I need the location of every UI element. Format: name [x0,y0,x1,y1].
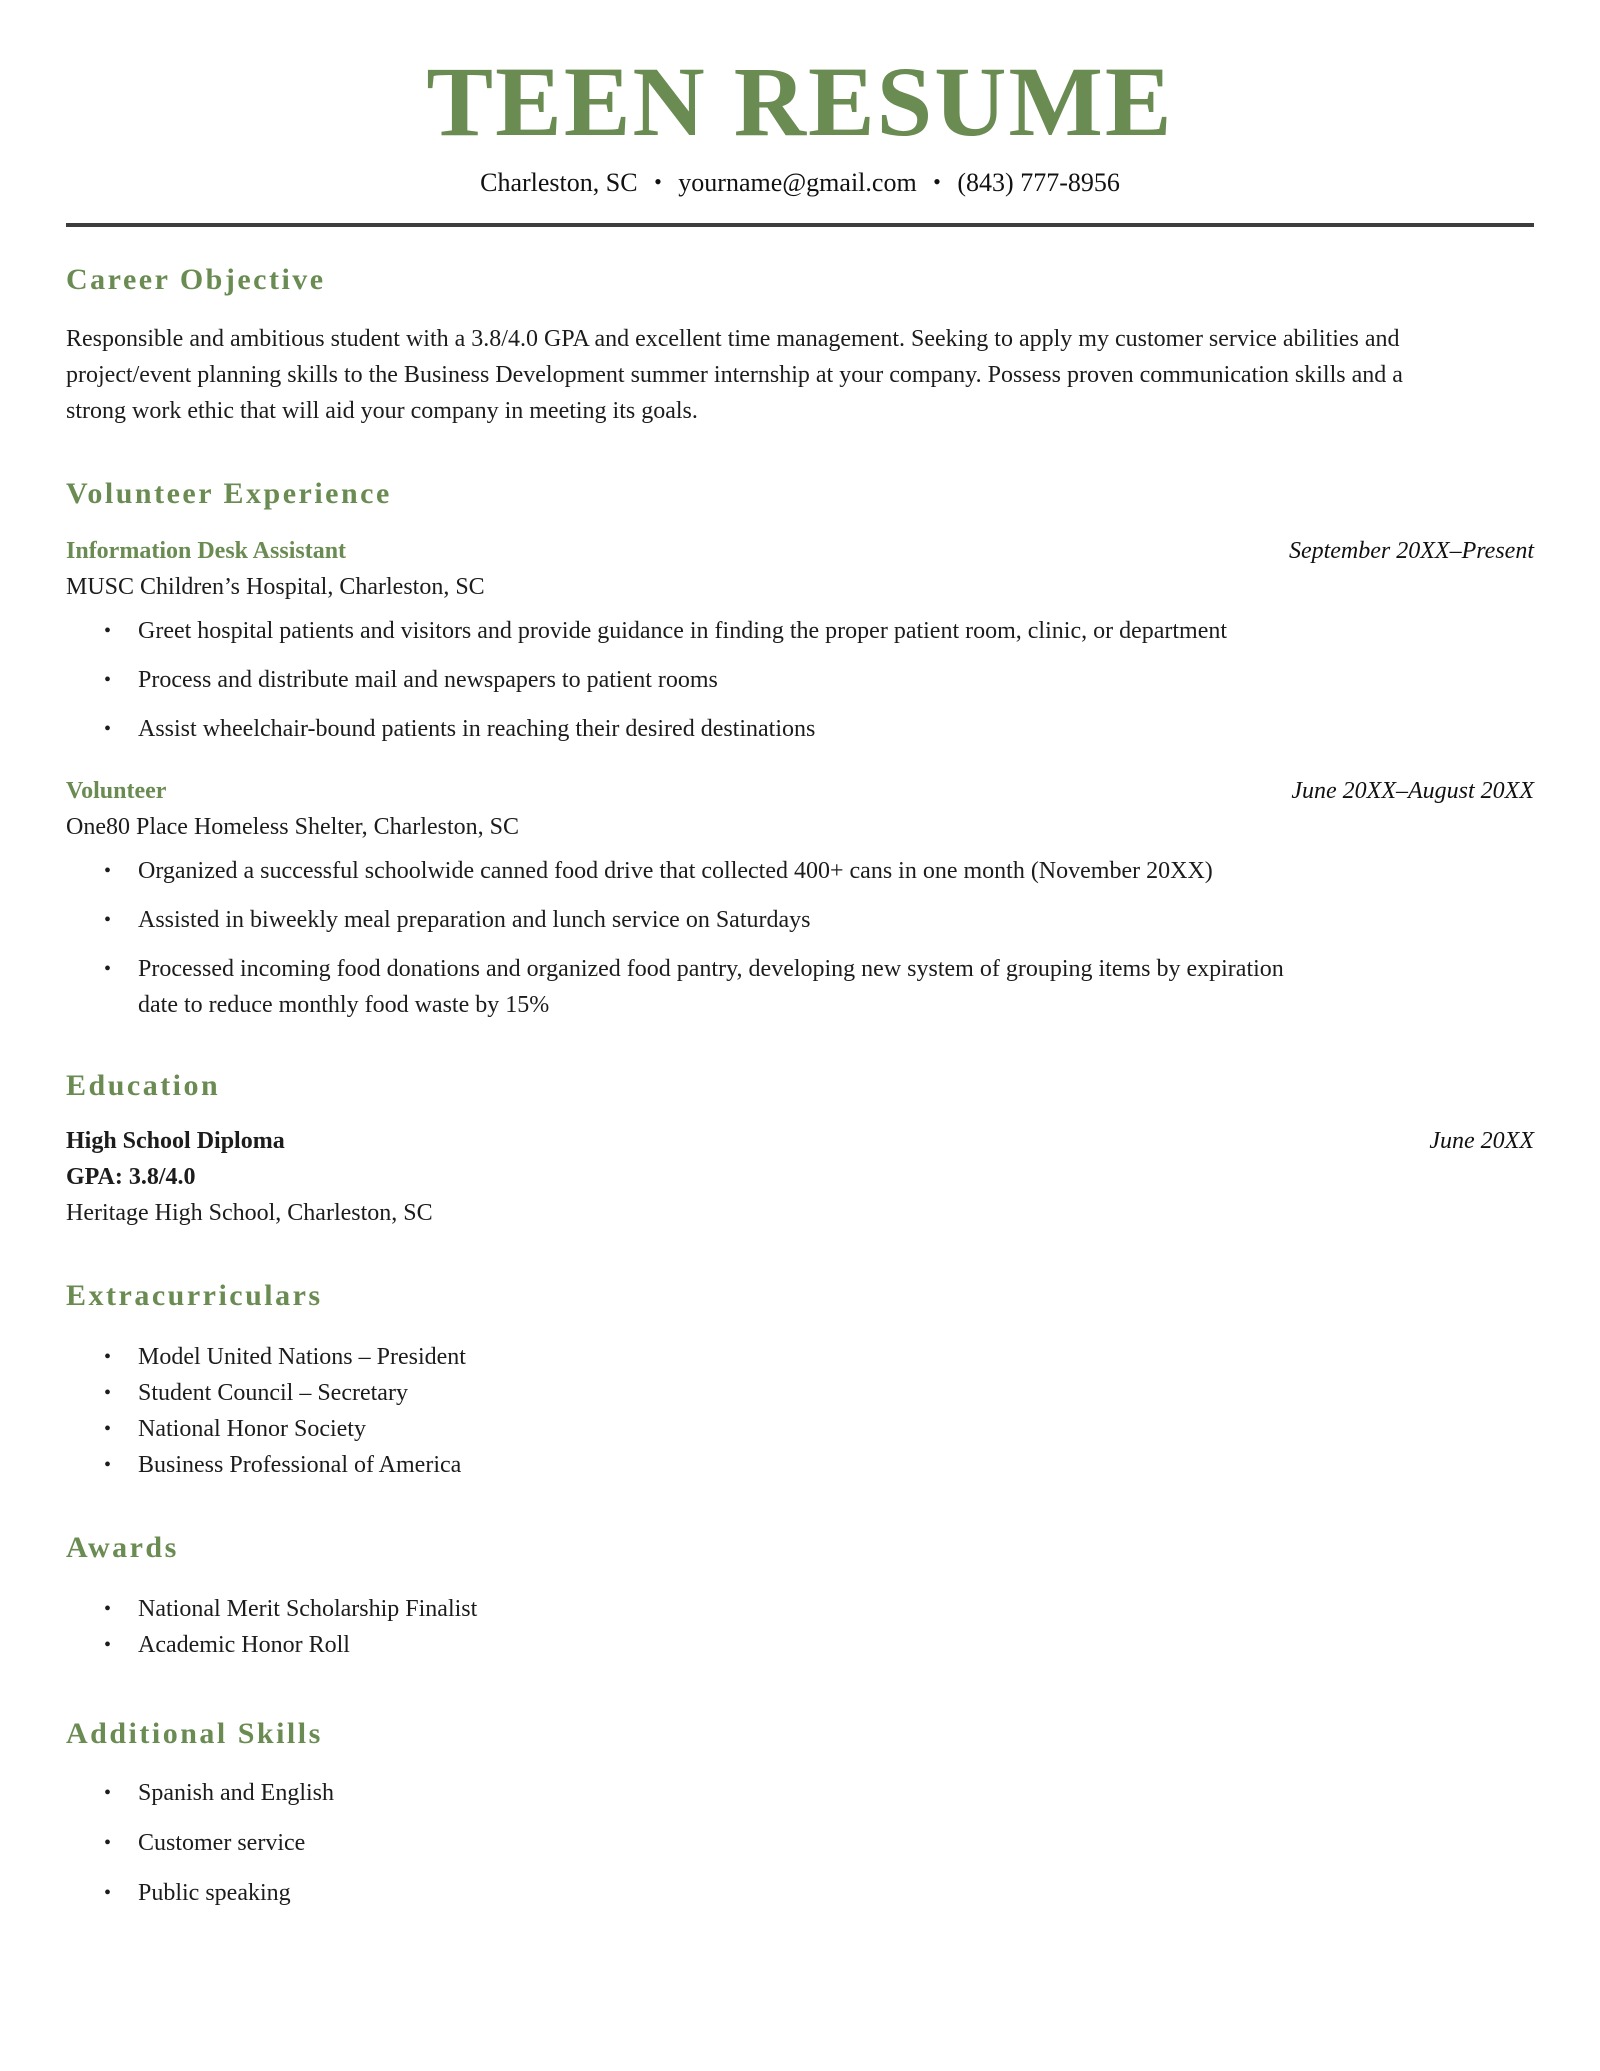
list-item [66,1411,1534,1447]
contact-phone: (843) 777-8956 [957,168,1120,197]
job-dates: June 20XX–August 20XX [1291,778,1534,804]
bullet-icon: • [104,958,112,980]
list-item [66,902,1306,938]
career-objective-text: Responsible and ambitious student with a 3.8/4.0 GPA and excellent time management. Seeking to apply my customer service abilities and project/event planning skills to the Business Development summer internship at your company. Possess proven communication skills and a strong work ethic that will aid your company in meeting its goals. [66,326,1403,424]
bullet-icon: • [104,1454,112,1476]
education-dates: June 20XX [1429,1128,1534,1154]
dot-separator-icon: • [933,169,941,194]
bullet-icon: • [104,718,112,740]
bullet-icon: • [104,1346,112,1368]
list-item [66,853,1306,889]
list-item [66,711,1306,747]
job-title: Volunteer [66,778,167,804]
contact-email: yourname@gmail.com [678,168,917,197]
bullet-icon: • [104,1782,112,1804]
job-entry [66,533,1534,747]
list-item-text: Process and distribute mail and newspapers to patient rooms [138,667,718,693]
section-extracurriculars [66,1277,1534,1483]
contact-line [66,166,1534,201]
education-school: Heritage High School, Charleston, SC [66,1200,433,1226]
education-heading: Education [66,1069,221,1102]
job-header [66,533,1534,569]
bullet-icon: • [104,860,112,882]
list-item [66,1825,1534,1861]
bullet-icon: • [104,909,112,931]
list-item [66,1447,1534,1483]
list-item-text: Spanish and English [138,1780,334,1806]
contact-location: Charleston, SC [480,168,638,197]
resume-title: TEEN RESUME [426,46,1174,157]
section-additional-skills [66,1715,1534,1911]
job-title: Information Desk Assistant [66,538,347,564]
list-item [66,1775,1534,1811]
list-item-text: Processed incoming food donations and organized food pantry, developing new system of grouping items by expiration date to reduce monthly food waste by 15% [138,956,1284,1018]
list-item-text: Assisted in biweekly meal preparation and lunch service on Saturdays [138,907,811,933]
list-item [66,1627,1534,1663]
job-bullet-list [66,853,1306,1023]
job-header [66,773,1534,809]
job-organization: MUSC Children’s Hospital, Charleston, SC [66,574,485,600]
list-item-text: National Honor Society [138,1416,366,1442]
section-education [66,1067,1534,1231]
awards-list [66,1591,1534,1663]
education-entry [66,1123,1534,1231]
list-item-text: Business Professional of America [138,1452,462,1478]
job-entry [66,773,1534,1023]
bullet-icon: • [104,1598,112,1620]
list-item-text: Student Council – Secretary [138,1380,408,1406]
list-item [66,1339,1534,1375]
resume-header [66,46,1534,201]
bullet-icon: • [104,1382,112,1404]
header-divider [66,223,1534,227]
extracurriculars-list [66,1339,1534,1483]
list-item-text: Public speaking [138,1880,291,1906]
section-awards [66,1529,1534,1663]
list-item-text: Academic Honor Roll [138,1632,350,1658]
extracurriculars-heading: Extracurriculars [66,1279,323,1312]
list-item [66,1875,1534,1911]
list-item-text: Organized a successful schoolwide canned food drive that collected 400+ cans in one month (November 20XX) [138,858,1213,884]
additional-skills-heading: Additional Skills [66,1717,323,1750]
bullet-icon: • [104,669,112,691]
job-bullet-list [66,613,1306,747]
list-item-text: National Merit Scholarship Finalist [138,1596,478,1622]
bullet-icon: • [104,1832,112,1854]
list-item [66,1591,1534,1627]
job-dates: September 20XX–Present [1288,538,1534,564]
bullet-icon: • [104,620,112,642]
list-item [66,951,1306,1023]
list-item [66,662,1306,698]
volunteer-experience-heading: Volunteer Experience [66,477,392,510]
career-objective-heading: Career Objective [66,263,326,296]
list-item-text: Greet hospital patients and visitors and provide guidance in finding the proper patient room, clinic, or department [138,618,1228,644]
awards-heading: Awards [66,1531,179,1564]
section-career-objective [66,261,1534,429]
education-degree: High School Diploma [66,1128,285,1154]
list-item-text: Customer service [138,1830,306,1856]
list-item-text: Model United Nations – President [138,1344,466,1370]
additional-skills-list [66,1775,1534,1911]
list-item-text: Assist wheelchair-bound patients in reaching their desired destinations [138,716,816,742]
education-header [66,1123,1534,1159]
bullet-icon: • [104,1418,112,1440]
education-gpa: GPA: 3.8/4.0 [66,1164,196,1190]
job-organization: One80 Place Homeless Shelter, Charleston, SC [66,814,519,840]
dot-separator-icon: • [654,169,662,194]
bullet-icon: • [104,1882,112,1904]
list-item [66,1375,1534,1411]
bullet-icon: • [104,1634,112,1656]
list-item [66,613,1306,649]
section-volunteer-experience [66,475,1534,1023]
